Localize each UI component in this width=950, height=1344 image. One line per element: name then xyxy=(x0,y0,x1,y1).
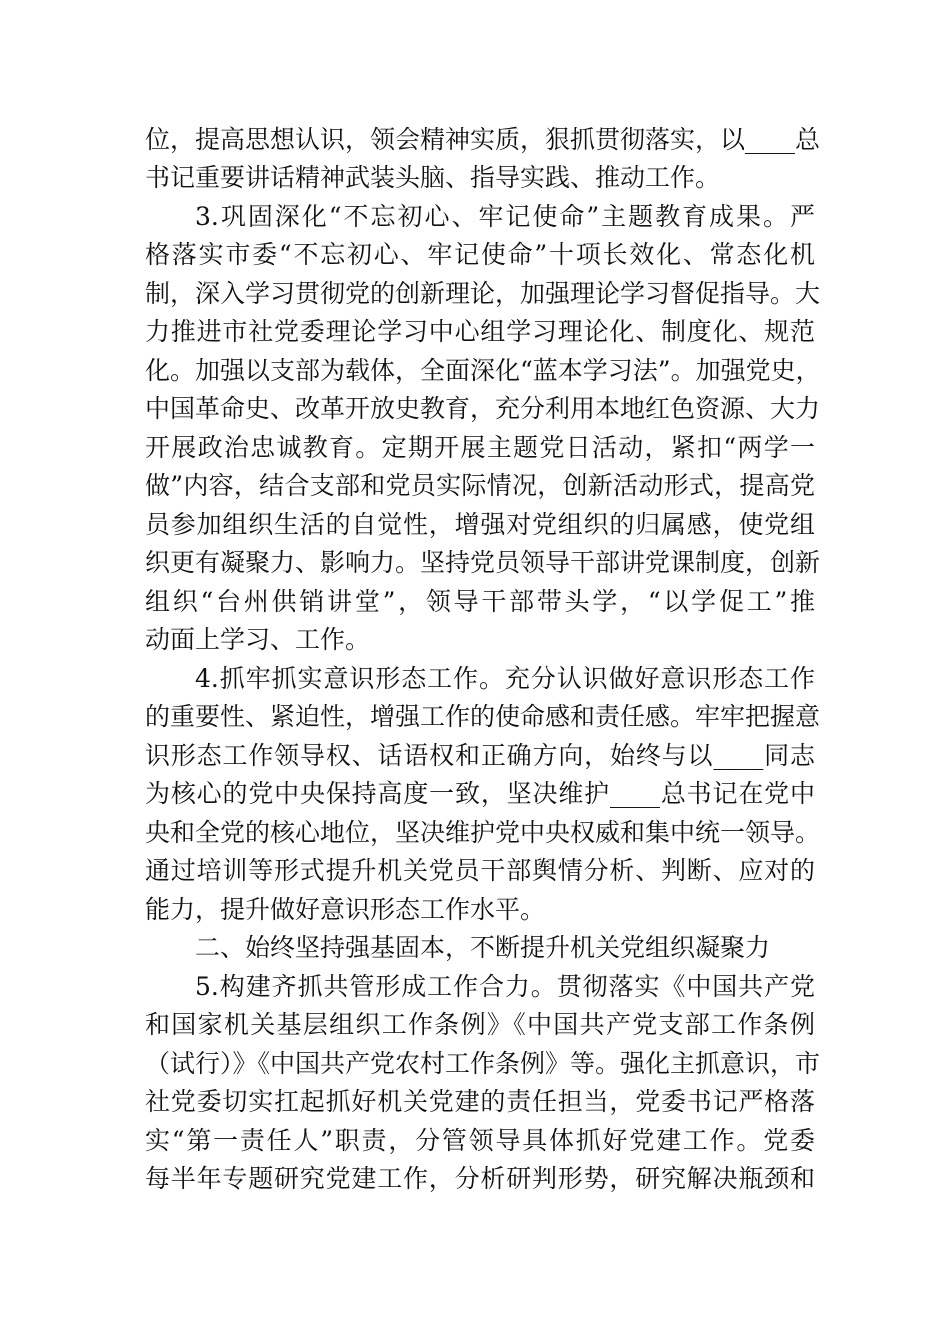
text-line: 制，深入学习贯彻党的创新理论，加强理论学习督促指导。大 xyxy=(145,279,821,308)
text-line: 开展政治忠诚教育。定期开展主题党日活动，紧扣“两学一 xyxy=(145,433,815,462)
text-line: 员参加组织生活的自觉性，增强对党组织的归属感，使党组 xyxy=(145,510,815,539)
text-line: 5.构建齐抓共管形成工作合力。贯彻落实《中国共产党 xyxy=(195,972,815,1001)
text-line: 能力，提升做好意识形态工作水平。 xyxy=(145,895,546,924)
text-line: 社党委切实扛起抓好机关党建的责任担当，党委书记严格落 xyxy=(145,1087,815,1116)
text-line: 格落实市委“不忘初心、牢记使命”十项长效化、常态化机 xyxy=(145,240,815,269)
text-line: 组织“台州供销讲堂”，领导干部带头学，“以学促工”推 xyxy=(145,587,815,616)
text-line: 位，提高思想认识，领会精神实质，狠抓贯彻落实，以____总 xyxy=(145,125,821,154)
section-heading: 二、始终坚持强基固本，不断提升机关党组织凝聚力 xyxy=(195,933,771,962)
text-line: 和国家机关基层组织工作条例》《中国共产党支部工作条例 xyxy=(145,1010,815,1039)
text-line: 做”内容，结合支部和党员实际情况，创新活动形式，提高党 xyxy=(145,471,815,500)
text-line: 为核心的党中央保持高度一致，坚决维护____总书记在党中 xyxy=(145,779,815,808)
text-line: 动面上学习、工作。 xyxy=(145,625,371,654)
text-line: （试行）》《中国共产党农村工作条例》等。强化主抓意识，市 xyxy=(145,1049,821,1078)
text-line: 央和全党的核心地位，坚决维护党中央权威和集中统一领导。 xyxy=(145,818,821,847)
text-line: 中国革命史、改革开放史教育，充分利用本地红色资源、大力 xyxy=(145,394,821,423)
text-line: 力推进市社党委理论学习中心组学习理论化、制度化、规范 xyxy=(145,317,815,346)
text-line: 识形态工作领导权、话语权和正确方向，始终与以____同志 xyxy=(145,741,815,770)
text-line: 3.巩固深化“不忘初心、牢记使命”主题教育成果。严 xyxy=(195,202,815,231)
text-line: 通过培训等形式提升机关党员干部舆情分析、判断、应对的 xyxy=(145,856,815,885)
text-line: 化。加强以支部为载体，全面深化“蓝本学习法”。加强党史， xyxy=(145,356,821,385)
text-line: 的重要性、紧迫性，增强工作的使命感和责任感。牢牢把握意 xyxy=(145,702,821,731)
text-line: 织更有凝聚力、影响力。坚持党员领导干部讲党课制度，创新 xyxy=(145,548,821,577)
text-line: 书记重要讲话精神武装头脑、指导实践、推动工作。 xyxy=(145,163,721,192)
text-line: 4.抓牢抓实意识形态工作。充分认识做好意识形态工作 xyxy=(195,664,815,693)
text-line: 实“第一责任人”职责，分管领导具体抓好党建工作。党委 xyxy=(145,1126,815,1155)
text-line: 每半年专题研究党建工作，分析研判形势，研究解决瓶颈和 xyxy=(145,1164,815,1193)
